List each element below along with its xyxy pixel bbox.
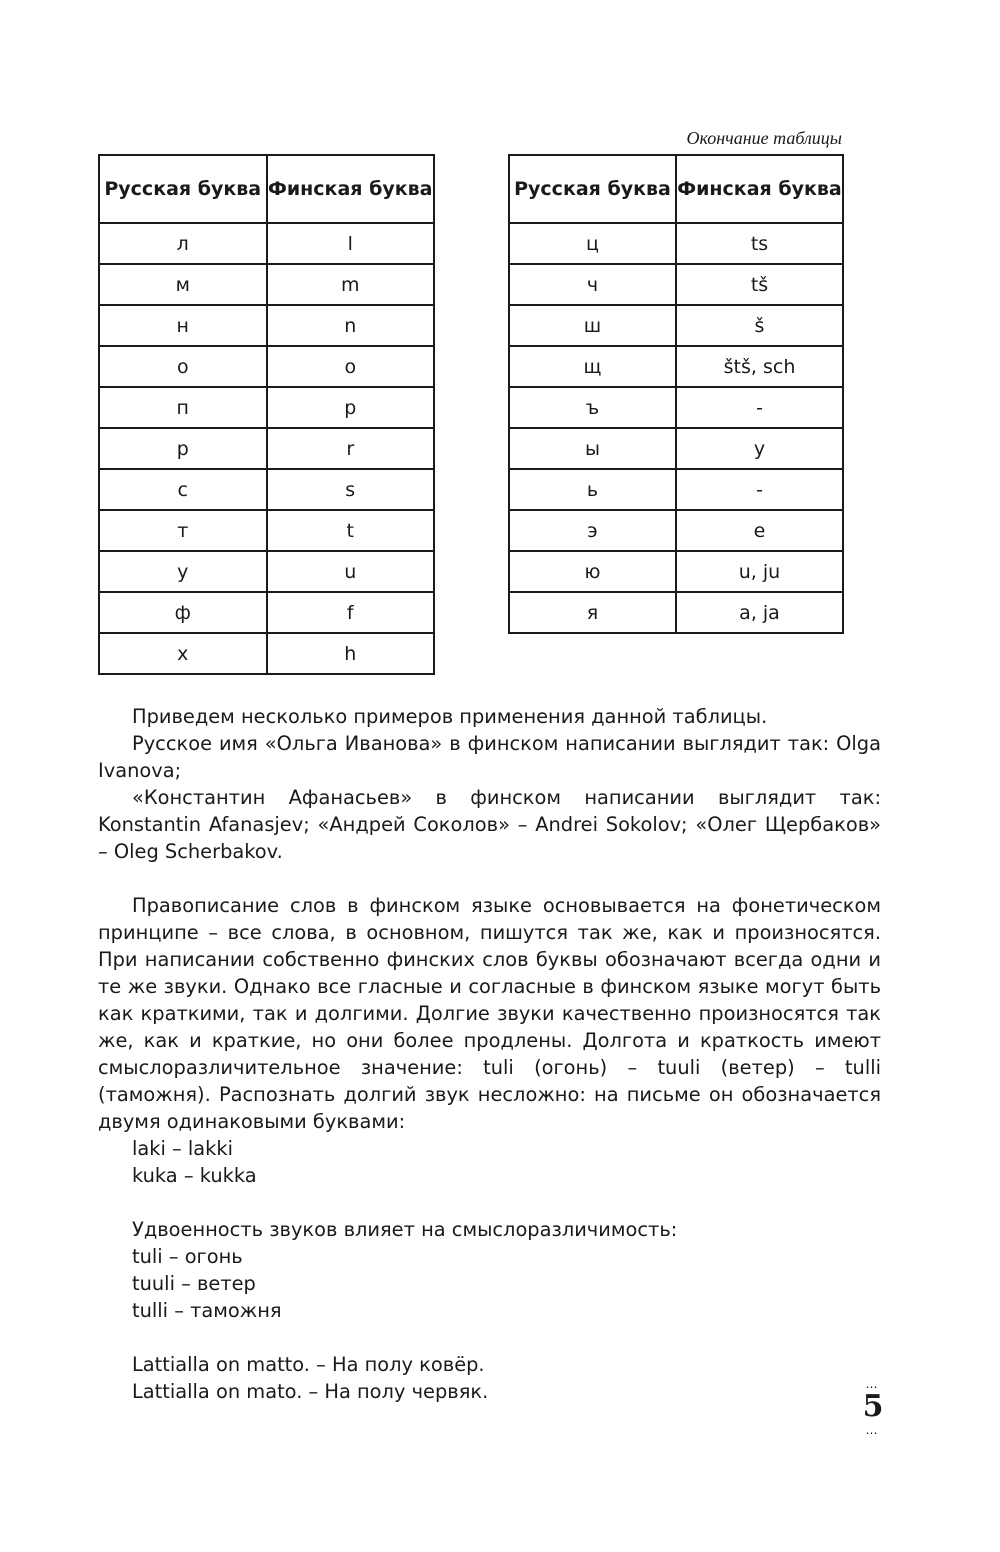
example-line: tulli – таможня (132, 1299, 282, 1322)
finnish-letter-cell: u, ju (676, 551, 843, 592)
finnish-letter-cell: n (267, 305, 435, 346)
page-number: 5 (862, 1389, 884, 1424)
table-row (509, 510, 843, 551)
russian-letter-cell: э (509, 510, 676, 551)
paragraph-spelling-rules: Правописание слов в финском языке основывается на фонетическом принципе – все слова, в основном, пишутся так же, как и произносятся. При написании собственно финских слов буквы обозначают всегда одни и те же звуки. Однако все гласные и согласные в финском языке могут быть как краткими, так и долгими. Долгие звуки качественно произносятся так же, как и краткие, но они более продлены. Долгота и краткость имеют смыслоразличительное значение: tuli (огонь) – tuuli (ветер) – tulli (таможня). Распознать долгий звук несложно: на письме он обозначается двумя одинаковыми буквами: (98, 894, 881, 1133)
russian-letter-cell: я (509, 592, 676, 633)
paragraph-doubling: Удвоенность звуков влияет на смыслоразличимость: (132, 1218, 678, 1241)
header-finnish-letter: Финская буква (267, 155, 435, 223)
russian-letter-cell: ч (509, 264, 676, 305)
body-text (98, 703, 881, 1405)
russian-letter-cell: ь (509, 469, 676, 510)
example-line: Lattialla on mato. – На полу червяк. (132, 1380, 489, 1403)
example-line: kuka – kukka (132, 1164, 257, 1187)
russian-letter-cell: р (99, 428, 267, 469)
table-row (99, 346, 434, 387)
russian-letter-cell: ю (509, 551, 676, 592)
paragraph-example-ivanova: Русское имя «Ольга Иванова» в финском написании выглядит так: Olga Ivanova; (98, 732, 881, 782)
decorative-dots-bottom: … (865, 1423, 881, 1437)
paragraph-example-names: «Константин Афанасьев» в финском написании выглядит так: Konstantin Afanasjev; «Андрей Соколов» – Andrei Sokolov; «Олег Щербаков» – Oleg Scherbakov. (98, 786, 881, 863)
spacer (98, 1324, 881, 1351)
russian-letter-cell: п (99, 387, 267, 428)
russian-letter-cell: о (99, 346, 267, 387)
finnish-letter-cell: u (267, 551, 435, 592)
letters-table-left (98, 154, 435, 675)
table-row (509, 428, 843, 469)
finnish-letter-cell: t (267, 510, 435, 551)
spacer (98, 1189, 881, 1216)
russian-letter-cell: ш (509, 305, 676, 346)
table-row (509, 223, 843, 264)
table-row (509, 387, 843, 428)
russian-letter-cell: м (99, 264, 267, 305)
russian-letter-cell: щ (509, 346, 676, 387)
finnish-letter-cell: - (676, 387, 843, 428)
russian-letter-cell: н (99, 305, 267, 346)
table-row (509, 469, 843, 510)
table-row (99, 264, 434, 305)
table-header-row (509, 155, 843, 223)
header-russian-letter: Русская буква (99, 155, 267, 223)
finnish-letter-cell: e (676, 510, 843, 551)
russian-letter-cell: л (99, 223, 267, 264)
table-row (99, 428, 434, 469)
table-row (509, 305, 843, 346)
russian-letter-cell: ъ (509, 387, 676, 428)
header-russian-letter: Русская буква (509, 155, 676, 223)
table-row (509, 346, 843, 387)
russian-letter-cell: ф (99, 592, 267, 633)
table-row (99, 387, 434, 428)
russian-letter-cell: с (99, 469, 267, 510)
finnish-letter-cell: - (676, 469, 843, 510)
russian-letter-cell: ы (509, 428, 676, 469)
letters-table-right (508, 154, 844, 634)
example-line: Lattialla on matto. – На полу ковёр. (132, 1353, 485, 1376)
table-row (99, 305, 434, 346)
table-row (99, 469, 434, 510)
finnish-letter-cell: f (267, 592, 435, 633)
russian-letter-cell: у (99, 551, 267, 592)
finnish-letter-cell: s (267, 469, 435, 510)
finnish-letter-cell: ts (676, 223, 843, 264)
example-line: tuuli – ветер (132, 1272, 256, 1295)
table-caption: Окончание таблицы (686, 128, 842, 148)
finnish-letter-cell: š (676, 305, 843, 346)
finnish-letter-cell: tš (676, 264, 843, 305)
russian-letter-cell: ц (509, 223, 676, 264)
page-number-block (848, 1378, 898, 1436)
decorative-dots-top: … (865, 1377, 881, 1391)
finnish-letter-cell: p (267, 387, 435, 428)
table-header-row (99, 155, 434, 223)
finnish-letter-cell: h (267, 633, 435, 674)
finnish-letter-cell: štš, sch (676, 346, 843, 387)
table-row (509, 264, 843, 305)
header-finnish-letter: Финская буква (676, 155, 843, 223)
table-row (99, 510, 434, 551)
russian-letter-cell: х (99, 633, 267, 674)
table-row (99, 551, 434, 592)
table-row (99, 223, 434, 264)
example-line: laki – lakki (132, 1137, 234, 1160)
table-row (509, 592, 843, 633)
finnish-letter-cell: o (267, 346, 435, 387)
table-row (509, 551, 843, 592)
table-row (99, 633, 434, 674)
finnish-letter-cell: l (267, 223, 435, 264)
spacer (98, 865, 881, 892)
example-line: tuli – огонь (132, 1245, 243, 1268)
paragraph-intro: Приведем несколько примеров применения данной таблицы. (132, 705, 768, 728)
russian-letter-cell: т (99, 510, 267, 551)
finnish-letter-cell: m (267, 264, 435, 305)
finnish-letter-cell: r (267, 428, 435, 469)
table-row (99, 592, 434, 633)
finnish-letter-cell: y (676, 428, 843, 469)
finnish-letter-cell: a, ja (676, 592, 843, 633)
